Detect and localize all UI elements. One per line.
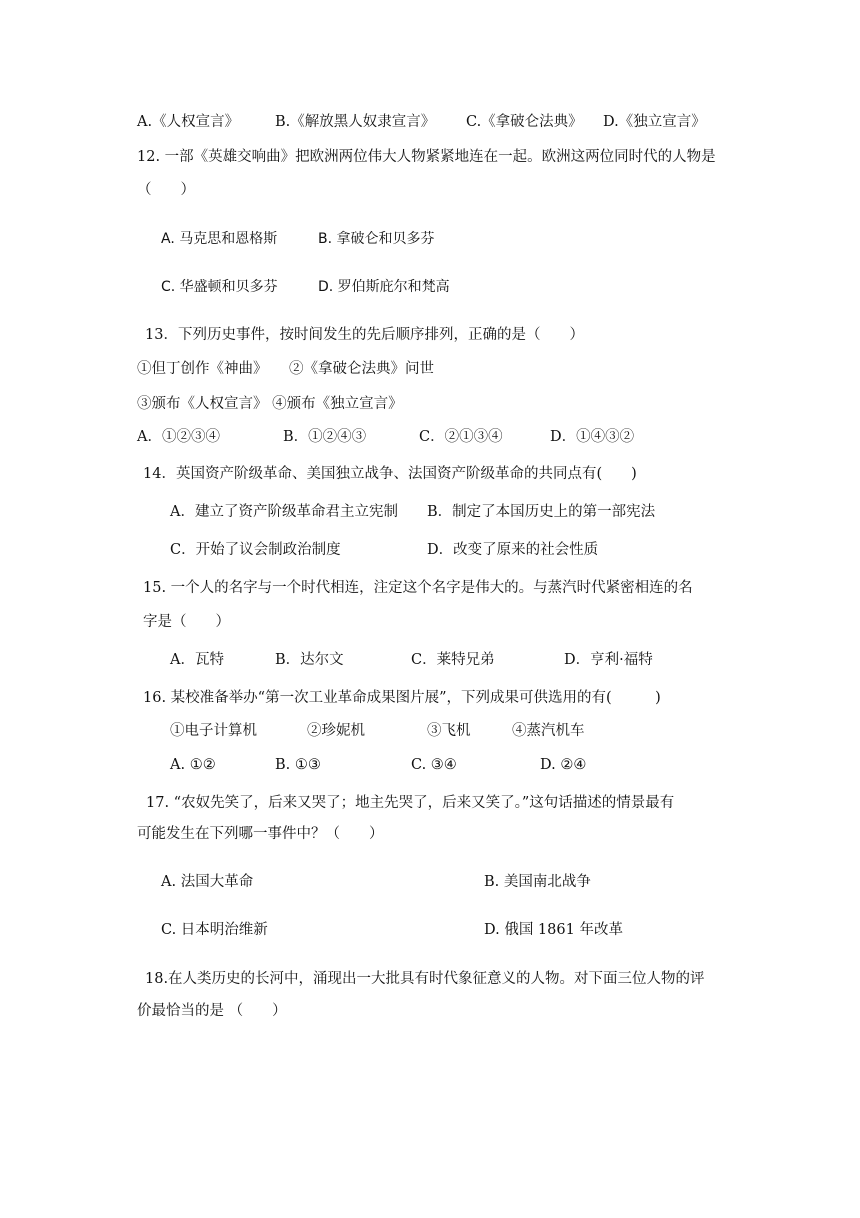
q11-option-b: B.《解放黑人奴隶宣言》 [275, 114, 436, 130]
q13-items-3-4: ③颁布《人权宣言》 ④颁布《独立宣言》 [137, 396, 403, 412]
q15-option-c: C．莱特兄弟 [411, 652, 495, 668]
q17-option-d: D. 俄国 1861 年改革 [484, 922, 623, 938]
q17-option-a: A. 法国大革命 [161, 874, 254, 890]
q17-option-c: C. 日本明治维新 [161, 922, 268, 938]
q14-stem: 14．英国资产阶级革命、美国独立战争、法国资产阶级革命的共同点有( ) [143, 466, 637, 482]
q13-option-d: D．①④③② [550, 429, 635, 445]
q15-stem-cont: 字是（ ） [143, 614, 230, 630]
q16-item-3: ③飞机 [427, 723, 471, 739]
q18-stem: 18.在人类历史的长河中，涌现出一大批具有时代象征意义的人物。对下面三位人物的评 [145, 971, 705, 987]
q17-stem-cont: 可能发生在下列哪一事件中？（ ） [137, 826, 384, 842]
q16-option-d: D. ②④ [540, 757, 587, 773]
q12-stem-cont: （ ） [137, 182, 195, 198]
q12-option-a: A. 马克思和恩格斯 [161, 231, 278, 247]
q16-item-4: ④蒸汽机车 [512, 723, 585, 739]
q16-option-b: B. ①③ [275, 757, 321, 773]
q13-stem: 13．下列历史事件，按时间发生的先后顺序排列，正确的是（ ） [145, 327, 584, 343]
q16-option-c: C. ③④ [411, 757, 457, 773]
q16-option-a: A. ①② [170, 757, 216, 773]
q11-option-c: C.《拿破仑法典》 [466, 114, 583, 130]
q15-stem: 15. 一个人的名字与一个时代相连，注定这个名字是伟大的。与蒸汽时代紧密相连的名 [143, 580, 693, 596]
q17-option-b: B. 美国南北战争 [484, 874, 591, 890]
q15-option-a: A．瓦特 [170, 652, 224, 668]
q13-option-c: C．②①③④ [419, 429, 503, 445]
q11-option-a: A.《人权宣言》 [137, 114, 240, 130]
q13-option-b: B．①②④③ [283, 429, 367, 445]
q17-stem: 17. “农奴先笑了，后来又哭了；地主先哭了，后来又笑了。”这句话描述的情景最有 [146, 795, 675, 811]
q14-option-b: B．制定了本国历史上的第一部宪法 [427, 504, 656, 520]
q12-option-b: B. 拿破仑和贝多芬 [318, 231, 435, 247]
q11-option-d: D.《独立宣言》 [603, 114, 706, 130]
q15-option-d: D．亨利·福特 [564, 652, 653, 668]
q15-option-b: B．达尔文 [275, 652, 344, 668]
q18-stem-cont: 价最恰当的是 （ ） [137, 1003, 287, 1019]
q12-option-d: D. 罗伯斯庇尔和梵高 [318, 279, 450, 295]
q16-stem: 16. 某校准备举办“第一次工业革命成果图片展”，下列成果可供选用的有( ) [143, 690, 661, 706]
q16-item-2: ②珍妮机 [307, 723, 365, 739]
q12-stem: 12. 一部《英雄交响曲》把欧洲两位伟大人物紧紧地连在一起。欧洲这两位同时代的人物是 [137, 149, 716, 165]
q14-option-c: C．开始了议会制政治制度 [170, 542, 341, 558]
q13-item-1: ①但丁创作《神曲》 [137, 361, 268, 377]
q13-option-a: A．①②③④ [137, 429, 220, 445]
q14-option-a: A．建立了资产阶级革命君主立宪制 [170, 504, 398, 520]
q14-option-d: D．改变了原来的社会性质 [427, 542, 599, 558]
q16-item-1: ①电子计算机 [170, 723, 257, 739]
q12-option-c: C. 华盛顿和贝多芬 [161, 279, 278, 295]
q13-item-2: ②《拿破仑法典》问世 [289, 361, 434, 377]
